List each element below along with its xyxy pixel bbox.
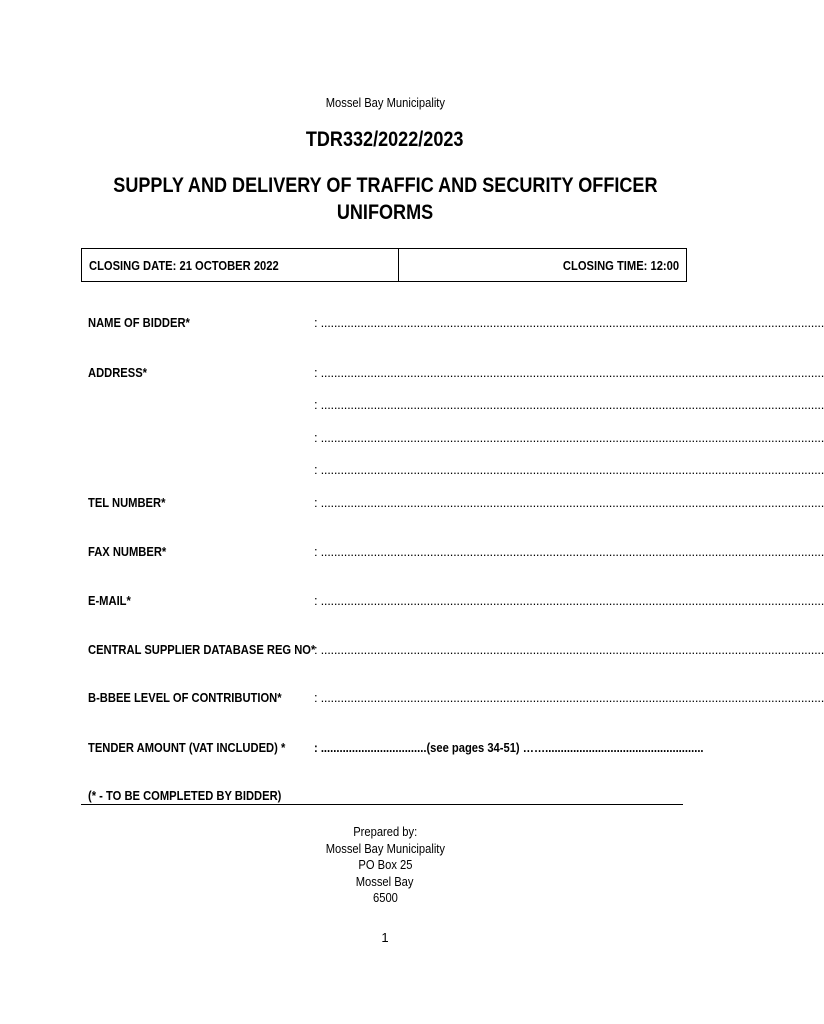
- tel-number-field[interactable]: : ........................................................................................................................................................: [314, 495, 824, 510]
- csd-reg-no-field[interactable]: : ........................................................................................................................................................: [314, 642, 824, 657]
- address-label: ADDRESS*: [88, 365, 148, 380]
- closing-time: CLOSING TIME: 12:00: [562, 257, 679, 273]
- tender-title-line2: UNIFORMS: [336, 201, 434, 224]
- tender-title-line1: SUPPLY AND DELIVERY OF TRAFFIC AND SECURITY OFFICER: [112, 174, 658, 197]
- address-field-line-1[interactable]: : ........................................................................................................................................................: [314, 365, 824, 380]
- bbbee-level-label: B-BBEE LEVEL OF CONTRIBUTION*: [88, 690, 282, 705]
- tender-amount-field[interactable]: : ..................................(see pages 34-51) ……...................................................: [314, 740, 704, 755]
- address-field-line-2[interactable]: : ........................................................................................................................................................: [314, 397, 824, 412]
- tel-number-label: TEL NUMBER*: [88, 495, 166, 510]
- closing-info-box: [81, 248, 687, 282]
- name-of-bidder-label: NAME OF BIDDER*: [88, 315, 190, 330]
- prepared-by-block: [0, 824, 770, 907]
- email-field[interactable]: : ........................................................................................................................................................: [314, 593, 824, 608]
- page-number: 1: [381, 930, 389, 945]
- prepared-po-box: PO Box 25: [357, 857, 413, 872]
- bbbee-level-field[interactable]: : ........................................................................................................................................................: [314, 690, 824, 705]
- bidder-note: (* - TO BE COMPLETED BY BIDDER): [88, 788, 282, 803]
- address-field-line-3[interactable]: : ........................................................................................................................................................: [314, 430, 824, 445]
- municipality-header: Mossel Bay Municipality: [325, 95, 445, 110]
- name-of-bidder-field[interactable]: : ........................................................................................................................................................: [314, 315, 824, 330]
- address-field-line-4[interactable]: : ........................................................................................................................................................: [314, 462, 824, 477]
- closing-date-cell: [82, 249, 399, 281]
- tender-title: [60, 172, 710, 226]
- divider-rule: [81, 804, 683, 805]
- closing-time-cell: [399, 249, 686, 281]
- tender-amount-label: TENDER AMOUNT (VAT INCLUDED) *: [88, 740, 286, 755]
- tender-number: TDR332/2022/2023: [306, 128, 464, 151]
- csd-reg-no-label: CENTRAL SUPPLIER DATABASE REG NO*: [88, 642, 316, 657]
- prepared-town: Mossel Bay: [356, 873, 414, 889]
- fax-number-field[interactable]: : ........................................................................................................................................................: [314, 544, 824, 559]
- email-label: E-MAIL*: [88, 593, 131, 608]
- prepared-postal-code: 6500: [372, 890, 398, 905]
- fax-number-label: FAX NUMBER*: [88, 544, 167, 559]
- closing-date: CLOSING DATE: 21 OCTOBER 2022: [89, 257, 279, 273]
- prepared-org: Mossel Bay Municipality: [325, 840, 445, 856]
- prepared-heading: Prepared by:: [352, 824, 418, 839]
